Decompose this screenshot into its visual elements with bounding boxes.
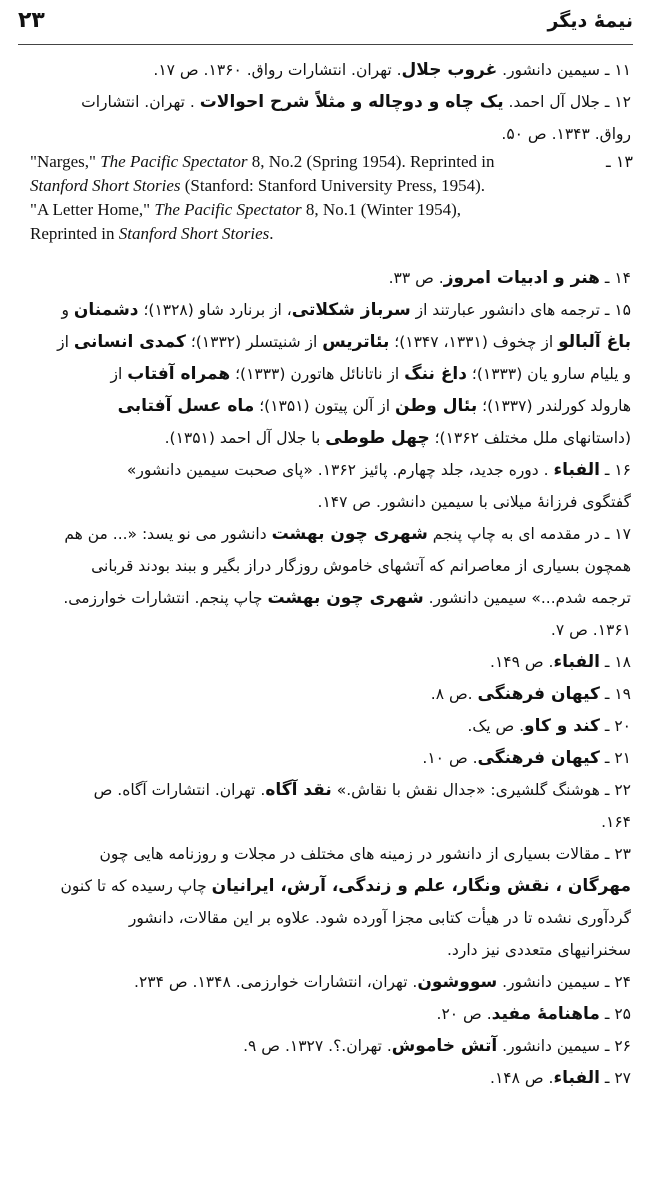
footnote-line [22, 486, 631, 518]
notes-group-1 [22, 54, 631, 150]
footnote-line [22, 870, 631, 902]
footnote-text: ۱۲ ـ جلال آل احمد. [503, 93, 631, 111]
english-note-number: ۱۳ ـ [606, 152, 633, 171]
footnote-title: الفباء [553, 460, 600, 480]
footnote-line [22, 710, 631, 742]
footnote-title: کند و کاو [524, 716, 600, 736]
footnote-title: غروب جلال [401, 60, 498, 80]
footnote-text: ۱۹ ـ [599, 685, 631, 703]
footnote-title: ماه عسل آفتابی [117, 396, 255, 416]
footnote-line [22, 998, 631, 1030]
footnote-text: و یلیام سارو یان (۱۳۳۳)؛ [466, 365, 631, 383]
footnote-title: هنر و ادبیات امروز [443, 268, 600, 288]
footnote-title: مهرگان ، نقش ونگار، علم و زندگی، آرش، ایرانیان [211, 876, 631, 896]
footnote-title: ماهنامهٔ مفید [491, 1004, 600, 1024]
page-header [18, 8, 633, 42]
footnote-text: از آلن پیتون (۱۳۵۱)؛ [254, 397, 395, 415]
footnote-line [22, 582, 631, 614]
english-note [30, 150, 633, 246]
footnote-title: الفباء [553, 1068, 600, 1088]
footnote-text: ۲۶ ـ سیمین دانشور. [497, 1037, 631, 1055]
footnote-line [22, 54, 631, 86]
footnote-text: . ص ۱۴۹. [490, 653, 554, 671]
footnote-line [22, 422, 631, 454]
english-note-line [30, 150, 595, 174]
footnote-text: ۲۲ ـ هوشنگ گلشیری: «جدال نقش با نقاش.» [331, 781, 631, 799]
footnote-text: ۱۷ ـ در مقدمه ای به چاپ پنجم [427, 525, 631, 543]
footnote-text: و [61, 301, 74, 319]
footnote-text: ۱۶ ـ [599, 461, 631, 479]
footnote-text: ۱۶۴. [601, 813, 631, 831]
footnote-text: (داستانهای ملل مختلف ۱۳۶۲)؛ [429, 429, 631, 447]
footnote-text: ، از برنارد شاو (۱۳۲۸)؛ [138, 301, 292, 319]
footnote-text: هارولد کورلندر (۱۳۳۷)؛ [477, 397, 631, 415]
footnote-text: . دوره جدید، جلد چهارم. پائیز ۱۳۶۲. «پای صحبت سیمین دانشور» [126, 461, 554, 479]
footnote-title: شهری چون بهشت [271, 524, 428, 544]
footnote-line [22, 806, 631, 838]
footnote-line [22, 518, 631, 550]
footnote-text: از شنیتسلر (۱۳۳۲)؛ [185, 333, 323, 351]
footnote-text: . ص ۱۴۸. [490, 1069, 554, 1087]
footnote-n14 [22, 262, 631, 294]
footnote-line [22, 742, 631, 774]
footnote-text: ترجمه شدم...» سیمین دانشور. [423, 589, 631, 607]
english-text: "Narges," [30, 152, 101, 171]
footnote-text: از [110, 365, 128, 383]
footnote-text: . ص یک. [467, 717, 525, 735]
footnote-n23 [22, 838, 631, 966]
footnote-text: . ص ۳۳. [388, 269, 444, 287]
footnote-line [22, 262, 631, 294]
footnote-title: شهری چون بهشت [267, 588, 424, 608]
footnote-n17 [22, 518, 631, 646]
footnote-text: ۲۰ ـ [599, 717, 631, 735]
footnote-text: . ص ۱۰. [422, 749, 478, 767]
footnote-title: بئال وطن [394, 396, 478, 416]
english-text: 8, No.2 (Spring 1954). Reprinted in [247, 152, 495, 171]
footnote-line [22, 678, 631, 710]
footnote-n16 [22, 454, 631, 518]
footnote-text: ۱۴ ـ [599, 269, 631, 287]
footnote-line [22, 390, 631, 422]
english-italic-title: Stanford Short Stories [118, 224, 270, 243]
footnote-n11 [22, 54, 631, 86]
footnote-n21 [22, 742, 631, 774]
footnote-title: همراه آفتاب [127, 364, 231, 384]
footnote-text: چاپ پنجم. انتشارات خوارزمی. [63, 589, 268, 607]
footnote-title: بئاتریس [322, 332, 390, 352]
footnote-n22 [22, 774, 631, 838]
english-italic-title: The Pacific Spectator [100, 152, 248, 171]
notes-group-2 [22, 262, 631, 1094]
footnote-text: با جلال آل احمد (۱۳۵۱). [164, 429, 326, 447]
footnote-title: داغ ننگ [404, 364, 467, 384]
footnote-line [22, 118, 631, 150]
footnote-title: کیهان فرهنگی [477, 748, 600, 768]
footnote-text: گردآوری نشده تا در هیأت کتابی مجزا آورده شود. علاوه بر این مقالات، دانشور [128, 909, 631, 927]
footnote-text: رواق. ۱۳۴۳. ص ۵۰. [501, 125, 631, 143]
footnote-line [22, 294, 631, 326]
footnote-text: . تهران، انتشارات خوارزمی. ۱۳۴۸. ص ۲۳۴. [134, 973, 418, 991]
english-note-line [30, 198, 595, 222]
footnote-text: . ص ۲۰. [436, 1005, 492, 1023]
footnote-text: ۱۱ ـ سیمین دانشور. [497, 61, 631, 79]
footnote-line [22, 358, 631, 390]
footnote-text: گفتگوی فرزانهٔ میلانی با سیمین دانشور. ص ۱۴۷. [317, 493, 631, 511]
footnote-title: سووشون [417, 972, 498, 992]
footnote-text: ۲۴ ـ سیمین دانشور. [497, 973, 631, 991]
footnote-line [22, 1062, 631, 1094]
footnote-title: کمدی انسانی [73, 332, 186, 352]
footnote-text: سخنرانیهای متعددی نیز دارد. [447, 941, 631, 959]
english-italic-title: Stanford Short Stories [30, 176, 181, 195]
footnote-title: کیهان فرهنگی [477, 684, 600, 704]
footnote-title: الفباء [553, 652, 600, 672]
footnote-text: .ص ۸. [430, 685, 478, 703]
english-text: Reprinted in [30, 224, 119, 243]
footnote-line [22, 454, 631, 486]
footnote-text: ۲۷ ـ [599, 1069, 631, 1087]
footnote-line [22, 902, 631, 934]
footnote-n27 [22, 1062, 631, 1094]
footnote-text: . تهران. انتشارات آگاه. ص [93, 781, 266, 799]
footnote-line [22, 550, 631, 582]
footnote-line [22, 326, 631, 358]
footnote-title: یک چاه و دوچاله و مثلاً شرح احوالات [199, 92, 504, 112]
footnote-title: سرباز شکلاتی [291, 300, 411, 320]
footnote-line [22, 1030, 631, 1062]
page-number: ۲۳ [18, 8, 45, 33]
footnote-title: آتش خاموش [391, 1036, 498, 1056]
footnote-text: همچون بسیاری از معاصرانم که آتشهای خاموش روزگار دراز بگیر و ببند بودند قربانی [91, 557, 631, 575]
footnote-text: . تهران. انتشارات [81, 93, 200, 111]
header-rule [18, 44, 633, 45]
english-text: . [269, 224, 274, 243]
footnote-text: ۲۳ ـ مقالات بسیاری از دانشور در زمینه های مختلف در مجلات و روزنامه هایی چون [99, 845, 631, 863]
footnote-text: از چخوف (۱۳۳۱، ۱۳۴۷)؛ [389, 333, 559, 351]
footnote-text: از ناتانائل هاتورن (۱۳۳۳)؛ [230, 365, 405, 383]
footnote-text: از [57, 333, 74, 351]
footnote-title: باغ آلبالو [558, 332, 631, 352]
english-text: "A Letter Home," [30, 200, 155, 219]
footnote-n15 [22, 294, 631, 454]
footnote-title: دشمنان [73, 300, 139, 320]
footnote-n25 [22, 998, 631, 1030]
footnote-line [22, 934, 631, 966]
footnote-text: چاپ رسیده که تا کنون [60, 877, 212, 895]
footnote-n12 [22, 86, 631, 150]
footnote-text: ۱۵ ـ ترجمه های دانشور عبارتند از [410, 301, 631, 319]
english-italic-title: The Pacific Spectator [154, 200, 302, 219]
footnote-text: ۲۵ ـ [599, 1005, 631, 1023]
footnote-text: . تهران. انتشارات رواق. ۱۳۶۰. ص ۱۷. [153, 61, 402, 79]
footnote-line [22, 86, 631, 118]
footnote-n19 [22, 678, 631, 710]
english-text: (Stanford: Stanford University Press, 1954). [180, 176, 486, 195]
footnote-line [22, 614, 631, 646]
footnote-text: دانشور می نو یسد: «... من هم [64, 525, 272, 543]
english-text: 8, No.1 (Winter 1954), [301, 200, 462, 219]
footnote-n18 [22, 646, 631, 678]
english-note-line [30, 222, 595, 246]
running-title: نیمهٔ دیگر [547, 10, 633, 32]
footnote-line [22, 966, 631, 998]
footnote-title: چهل طوطی [325, 428, 430, 448]
footnote-line [22, 838, 631, 870]
english-note-text [30, 150, 595, 246]
footnote-n26 [22, 1030, 631, 1062]
footnote-text: . تهران.؟. ۱۳۲۷. ص ۹. [243, 1037, 392, 1055]
footnote-line [22, 774, 631, 806]
footnote-n24 [22, 966, 631, 998]
footnote-text: ۱۸ ـ [599, 653, 631, 671]
english-note-line [30, 174, 595, 198]
footnote-text: ۱۳۶۱. ص ۷. [550, 621, 631, 639]
footnote-line [22, 646, 631, 678]
footnote-n20 [22, 710, 631, 742]
footnote-title: نقد آگاه [265, 780, 332, 800]
footnote-text: ۲۱ ـ [599, 749, 631, 767]
